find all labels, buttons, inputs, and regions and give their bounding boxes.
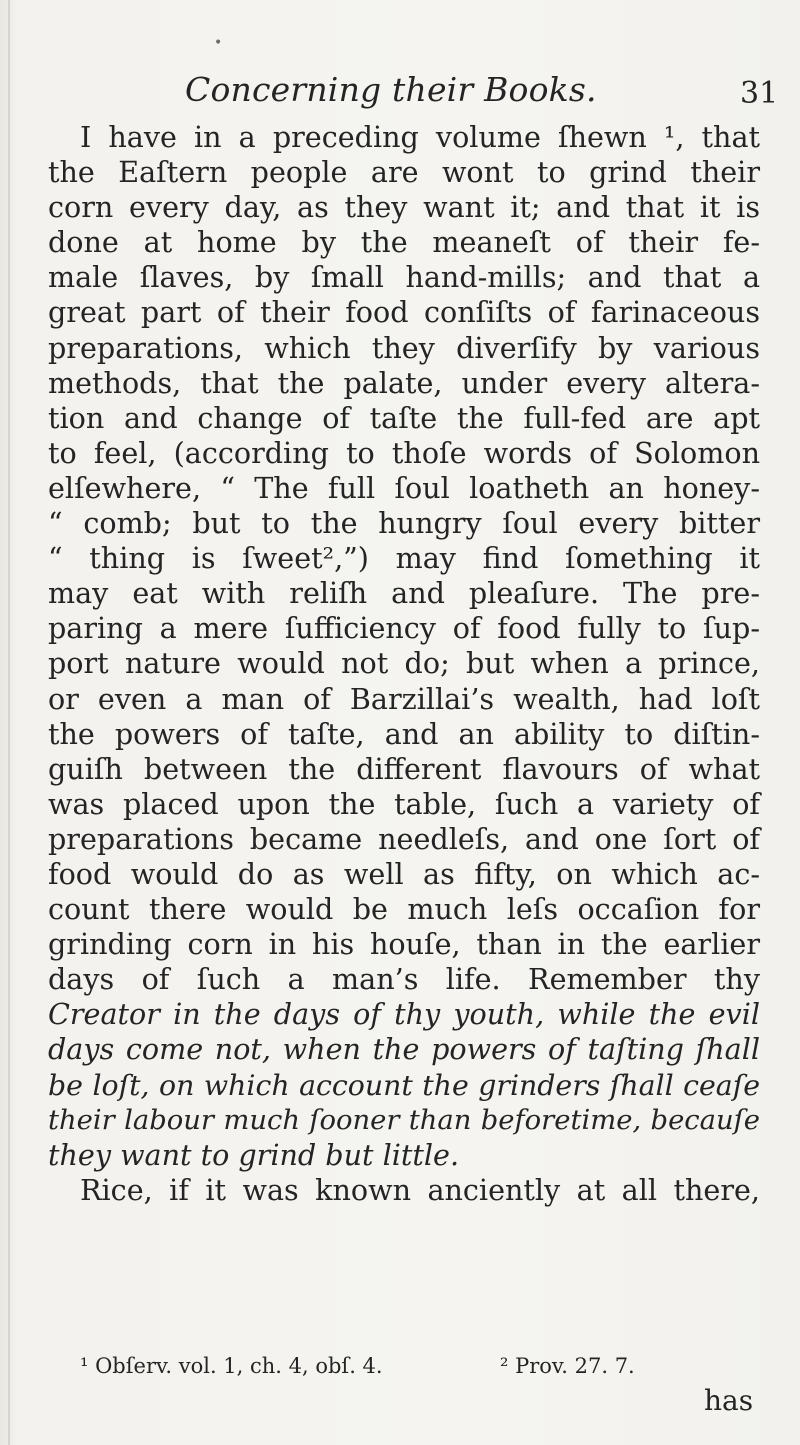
text-line: food would do as well as fifty, on which ac- [48, 856, 760, 891]
text-line: days come not, when the powers of taſting ſhall [48, 1032, 760, 1067]
text-line: paring a mere ſufficiency of food fully to ſup- [48, 611, 760, 646]
text-line: “ thing is ſweet²,”) may find ſomething it [48, 541, 760, 576]
text-line: male ſlaves, by ſmall hand-mills; and that a [48, 260, 760, 295]
text-line: they want to grind but little. [48, 1137, 460, 1172]
text-line: methods, that the palate, under every altera- [48, 365, 760, 400]
text-line: preparations became needleſs, and one ſort of [48, 821, 760, 856]
text-line: Rice, if it was known anciently at all there, [80, 1172, 760, 1207]
text-line: the Eaſtern people are wont to grind their [48, 155, 760, 190]
footnote-1: ¹ Obſerv. vol. 1, ch. 4, obſ. 4. [80, 1354, 383, 1378]
text-line: elſewhere, “ The full ſoul loatheth an honey- [48, 470, 760, 505]
text-line: to feel, (according to thoſe words of Solomon [48, 435, 760, 470]
text-line: “ comb; but to the hungry ſoul every bitter [48, 506, 760, 541]
text-line: count there would be much leſs occaſion for [48, 892, 760, 927]
body-text [48, 120, 760, 1208]
text-line: the powers of taſte, and an ability to diſtin- [48, 716, 760, 751]
text-line: great part of their food conſiſts of farinaceous [48, 295, 760, 330]
text-line: preparations, which they diverſify by various [48, 330, 760, 365]
text-line: port nature would not do; but when a prince, [48, 646, 760, 681]
text-line: or even a man of Barzillai’s wealth, had loſt [48, 681, 760, 716]
text-line: was placed upon the table, ſuch a variety of [48, 786, 760, 821]
ornament-mark: • [214, 35, 223, 51]
text-line: I have in a preceding volume ſhewn ¹, that [80, 120, 760, 154]
running-head: Concerning their Books. [185, 70, 597, 109]
text-line: grinding corn in his houſe, than in the earlier [48, 927, 760, 962]
text-line: their labour much ſooner than beforetime, becauſe [48, 1104, 760, 1136]
text-line: Creator in the days of thy youth, while the evil [48, 997, 760, 1032]
text-line: be loſt, on which account the grinders ſhall ceaſe [48, 1068, 760, 1102]
page-number: 31 [740, 76, 779, 111]
text-line: corn every day, as they want it; and that it is [48, 190, 760, 225]
text-line: done at home by the meaneſt of their fe- [48, 225, 760, 260]
page-gutter-edge [8, 0, 10, 1445]
catchword: has [704, 1384, 754, 1417]
text-line: guiſh between the different flavours of what [48, 751, 760, 786]
text-line: days of ſuch a man’s life. Remember thy [48, 962, 760, 997]
text-line: may eat with reliſh and pleaſure. The pre- [48, 576, 760, 611]
footnote-2: ² Prov. 27. 7. [500, 1354, 635, 1378]
text-line: tion and change of taſte the full-fed are apt [48, 400, 760, 435]
